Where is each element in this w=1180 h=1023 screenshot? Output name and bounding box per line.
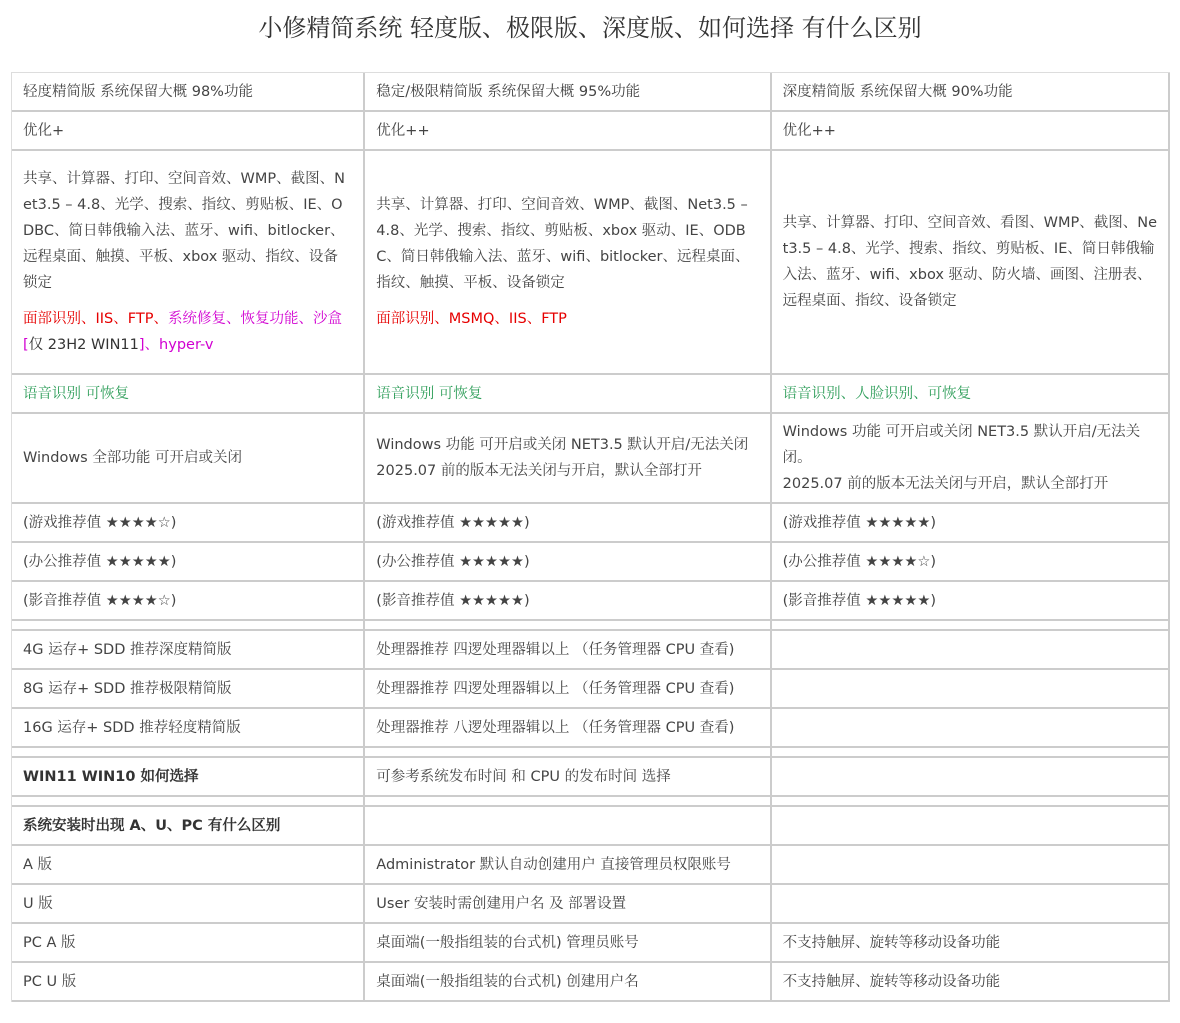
table-row <box>12 375 1170 414</box>
table-cell <box>772 151 1170 375</box>
table-cell <box>365 797 771 807</box>
table-cell: (办公推荐值 ★★★★★) <box>12 543 365 582</box>
table-cell: 轻度精简版 系统保留大概 98%功能 <box>12 73 365 112</box>
table-cell: 4G 运存+ SDD 推荐深度精简版 <box>12 631 365 670</box>
table-row <box>12 504 1170 543</box>
table-cell: U 版 <box>12 885 365 924</box>
cell-line: Windows 功能 可开启或关闭 NET3.5 默认开启/无法关闭。 <box>782 424 1141 466</box>
table-row <box>12 414 1170 504</box>
table-cell <box>365 807 771 846</box>
table-cell: Windows 功能 可开启或关闭 NET3.5 默认开启/无法关闭 2025.07 前的版本无法关闭与开启，默认全部打开 <box>365 414 771 504</box>
table-cell <box>772 670 1170 709</box>
feature-list: 共享、计算器、打印、空间音效、WMP、截图、Net3.5 – 4.8、光学、搜索、指纹、剪贴板、IE、ODBC、简日韩俄输入法、蓝牙、wifi、bitlocker、远程桌面、触摸、平板、xbox 驱动、指纹、设备锁定 <box>23 171 345 291</box>
table-cell: 处理器推荐 四逻处理器辑以上 （任务管理器 CPU 查看) <box>365 670 771 709</box>
table-cell: 语音识别、人脸识别、可恢复 <box>772 375 1170 414</box>
table-row <box>12 582 1170 621</box>
table-cell: 可参考系统发布时间 和 CPU 的发布时间 选择 <box>365 758 771 797</box>
table-cell <box>772 414 1170 504</box>
table-cell <box>772 758 1170 797</box>
table-row <box>12 709 1170 748</box>
table-cell <box>772 797 1170 807</box>
table-cell: PC A 版 <box>12 924 365 963</box>
table-row <box>12 846 1170 885</box>
feature-extra-red: 面部识别、IIS、FTP、 <box>23 311 168 327</box>
table-row <box>12 885 1170 924</box>
page-title: 小修精简系统 轻度版、极限版、深度版、如何选择 有什么区别 <box>258 14 922 42</box>
table-row <box>12 73 1170 112</box>
table-row <box>12 670 1170 709</box>
table-cell <box>365 621 771 631</box>
table-cell <box>772 885 1170 924</box>
table-row <box>12 963 1170 1002</box>
table-cell: 桌面端(一般指组装的台式机) 管理员账号 <box>365 924 771 963</box>
feature-extra-note: 仅 23H2 WIN11 <box>28 337 139 353</box>
table-row-spacer <box>12 797 1170 807</box>
table-cell: PC U 版 <box>12 963 365 1002</box>
table-row <box>12 112 1170 151</box>
table-cell <box>772 709 1170 748</box>
table-cell <box>12 621 365 631</box>
table-cell: 优化+ <box>12 112 365 151</box>
table-cell: 不支持触屏、旋转等移动设备功能 <box>772 963 1170 1002</box>
table-cell: 优化++ <box>365 112 771 151</box>
table-row <box>12 807 1170 846</box>
table-row-spacer <box>12 748 1170 758</box>
table-row <box>12 151 1170 375</box>
table-row <box>12 758 1170 797</box>
table-cell: Administrator 默认自动创建用户 直接管理员权限账号 <box>365 846 771 885</box>
table-cell <box>12 151 365 375</box>
table-cell: 稳定/极限精简版 系统保留大概 95%功能 <box>365 73 771 112</box>
feature-extra-magenta: 系统修复、恢复功能、沙盒 <box>167 311 342 327</box>
table-cell <box>772 631 1170 670</box>
table-cell <box>772 807 1170 846</box>
table-cell: (办公推荐值 ★★★★☆) <box>772 543 1170 582</box>
table-cell: 桌面端(一般指组装的台式机) 创建用户名 <box>365 963 771 1002</box>
table-cell: 语音识别 可恢复 <box>365 375 771 414</box>
feature-list: 共享、计算器、打印、空间音效、看图、WMP、截图、Net3.5 – 4.8、光学、搜索、指纹、剪贴板、IE、简日韩俄输入法、蓝牙、wifi、xbox 驱动、防火墙、画图、注册表、远程桌面、指纹、设备锁定 <box>782 215 1157 309</box>
table-cell: WIN11 WIN10 如何选择 <box>12 758 365 797</box>
bracket-open: [ <box>23 337 29 353</box>
table-cell: (游戏推荐值 ★★★★☆) <box>12 504 365 543</box>
table-row-spacer <box>12 621 1170 631</box>
table-cell: 16G 运存+ SDD 推荐轻度精简版 <box>12 709 365 748</box>
feature-extra <box>23 306 352 358</box>
table-cell: A 版 <box>12 846 365 885</box>
table-row <box>12 631 1170 670</box>
table-cell: (游戏推荐值 ★★★★★) <box>772 504 1170 543</box>
table-cell: (办公推荐值 ★★★★★) <box>365 543 771 582</box>
table-cell <box>772 846 1170 885</box>
feature-extra-red: 面部识别、MSMQ、IIS、FTP <box>376 311 567 327</box>
table-cell: 深度精简版 系统保留大概 90%功能 <box>772 73 1170 112</box>
feature-extra-magenta-2: ]、hyper-v <box>138 337 214 353</box>
table-row <box>12 924 1170 963</box>
table-cell: 不支持触屏、旋转等移动设备功能 <box>772 924 1170 963</box>
table-cell: 优化++ <box>772 112 1170 151</box>
table-cell <box>12 797 365 807</box>
table-cell: 系统安装时出现 A、U、PC 有什么区别 <box>12 807 365 846</box>
table-cell <box>365 151 771 375</box>
table-cell: 处理器推荐 四逻处理器辑以上 （任务管理器 CPU 查看) <box>365 631 771 670</box>
table-cell: Windows 全部功能 可开启或关闭 <box>12 414 365 504</box>
comparison-table-wrapper <box>11 72 1170 1002</box>
table-row <box>12 543 1170 582</box>
table-cell <box>772 621 1170 631</box>
table-cell: 处理器推荐 八逻处理器辑以上 （任务管理器 CPU 查看) <box>365 709 771 748</box>
table-cell: (影音推荐值 ★★★★★) <box>365 582 771 621</box>
table-cell <box>772 748 1170 758</box>
table-cell <box>12 748 365 758</box>
feature-list: 共享、计算器、打印、空间音效、WMP、截图、Net3.5 – 4.8、光学、搜索、指纹、剪贴板、xbox 驱动、IE、ODBC、简日韩俄输入法、蓝牙、wifi、bitlocker、远程桌面、指纹、触摸、平板、设备锁定 <box>376 197 750 291</box>
table-cell: (游戏推荐值 ★★★★★) <box>365 504 771 543</box>
table-cell: 语音识别 可恢复 <box>12 375 365 414</box>
comparison-table <box>11 72 1170 1002</box>
table-cell <box>365 748 771 758</box>
table-cell: (影音推荐值 ★★★★☆) <box>12 582 365 621</box>
table-cell: User 安装时需创建用户名 及 部署设置 <box>365 885 771 924</box>
table-cell: 8G 运存+ SDD 推荐极限精简版 <box>12 670 365 709</box>
cell-line: 2025.07 前的版本无法关闭与开启，默认全部打开 <box>782 476 1109 492</box>
table-cell: (影音推荐值 ★★★★★) <box>772 582 1170 621</box>
